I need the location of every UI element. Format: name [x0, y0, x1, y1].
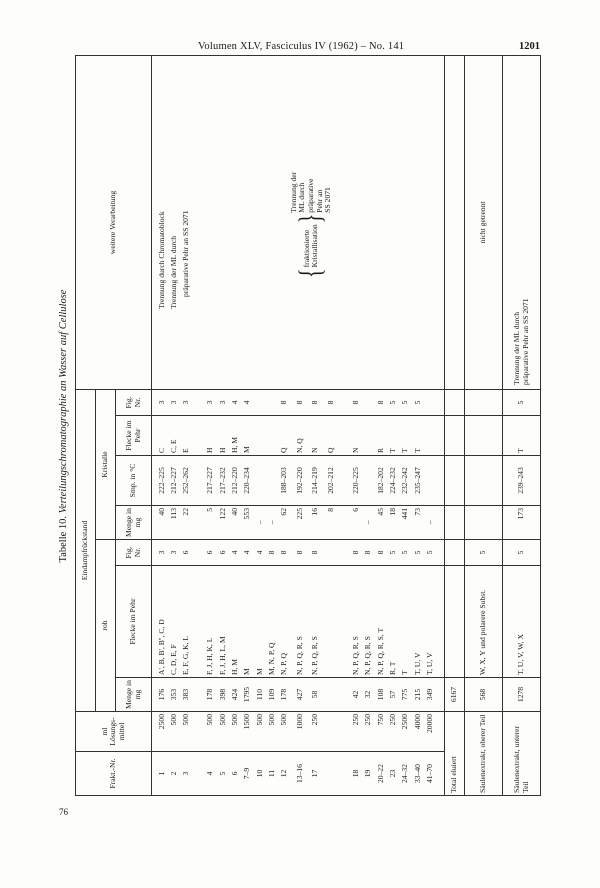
table-row: 5 500 398 F, J, H, L, M 6 122 217–232 H 3 [219, 55, 231, 795]
table-row: 7–9 1500 1795 M 4 553 220–234 M 4 [243, 55, 255, 795]
table-row: 23 250 57 R, T 5 18 224–232 T 5 [389, 55, 401, 795]
note-cell: präparative Pehr an SS 2071 [182, 55, 194, 389]
table-row: 20–22 750 108 N, P, Q, R, S, T 8 45 182–202 R 8 [377, 55, 389, 795]
header-ml: ml Lösungs-mittel [76, 712, 152, 752]
header-weitere: weitere Verarbeitung [76, 55, 152, 389]
table-row: 1 2500 176 A', B, B', B'', C, D 3 40 222–225 C 3 Trennung durch Chromatoblock [158, 55, 170, 795]
page-number: 1201 [519, 41, 540, 52]
running-header [58, 41, 540, 55]
table-row: 41–70 20000 349 T, U, V 5 – [426, 55, 438, 795]
right-brace-icon: } [293, 213, 329, 224]
table-row: 6 500 424 H, M 4 40 212–220 H, M 4 [231, 55, 243, 795]
caption-label: Tabelle 10. [58, 515, 69, 563]
data-table [75, 55, 541, 796]
table-row: 10 500 110 M 4 – [256, 55, 268, 795]
header-kristalle: Kristalle [96, 389, 116, 539]
note-cell: Trennung durch Chromatoblock [158, 55, 170, 389]
footer-page-number: 76 [59, 807, 68, 817]
header-smp: Smp. in °C [116, 456, 152, 506]
rotated-table-block [55, 56, 545, 796]
table-row: 18 250 42 N, P, Q, R, S 8 6 220–225 N 8 [352, 55, 364, 795]
table-row: 4 500 178 F, J, H, K, L 6 5 217–227 H 3 [206, 55, 218, 795]
header-eindampf: Eindampfrückstand [76, 389, 96, 711]
header-fig: Fig. Nr. [116, 540, 152, 566]
header-frakt: Frakt.-Nr. [76, 752, 152, 796]
table-row: 24–32 2500 775 T 5 441 232–242 T 5 [401, 55, 413, 795]
table-row: 8 202–212 Q 8 [327, 55, 342, 795]
table-row: 13–16 1000 427 N, P, Q, R, S 8 225 192–220 N, Q 8 [296, 55, 311, 795]
table-row: 12 500 178 N, P, Q 8 62 188–203 Q 8 {fraktionierte Kristallisation}Trennung der ML durch präparative Pehr an SS 2071 [280, 55, 295, 795]
journal-reference: Volumen XLV, Fasciculus IV (1962) – No. 141 [198, 41, 405, 52]
header-kmenge: Menge in mg [116, 506, 152, 540]
header-menge: Menge in mg [116, 678, 152, 712]
saeule-oben-row: Säulenextrakt, oberer Teil 568 W, X, Y und polarere Subst. 5 nicht getrennt [465, 55, 503, 795]
note-cell: Trennung der ML durch [170, 55, 182, 389]
table-row: 19 250 32 N, P, Q, R, S 8 – [364, 55, 376, 795]
saeule-unten-row: Säulenextrakt, unterer Teil 1278 T, U, V, W, X 5 173 239–243 T 5 Trennung der ML durch präparative Pehr an SS 2071 [503, 55, 541, 795]
header-kfig: Fig. Nr. [116, 389, 152, 415]
fractionation-note: {fraktionierte Kristallisation}Trennung der ML durch präparative Pehr an SS 2071 [280, 55, 342, 389]
table-row: 17 250 58 N, P, Q, R, S 8 16 214–219 N 8 [311, 55, 326, 795]
caption-title: Verteilungschromatographie an Wasser auf Cellulose [58, 289, 69, 514]
left-brace-icon: { [293, 268, 329, 278]
header-roh: roh [96, 540, 116, 712]
table-row: 2 500 353 C, D, E, F 3 113 212–227 C, E 3 Trennung der ML durch [170, 55, 182, 795]
total-row: Total eluiert 6167 [445, 55, 465, 795]
table-row: 3 500 383 E, F, G, K, L 6 22 252–262 E 3 präparative Pehr an SS 2071 [182, 55, 194, 795]
table-caption [55, 56, 73, 796]
table-row: 33–40 4000 215 T, U, V 5 73 235–247 T 5 [414, 55, 426, 795]
header-flecke: Flecke im Pehr [116, 566, 152, 678]
table-row: 11 500 109 M, N, P, Q 8 – [268, 55, 280, 795]
header-kflecke: Flecke im Pehr [116, 416, 152, 456]
